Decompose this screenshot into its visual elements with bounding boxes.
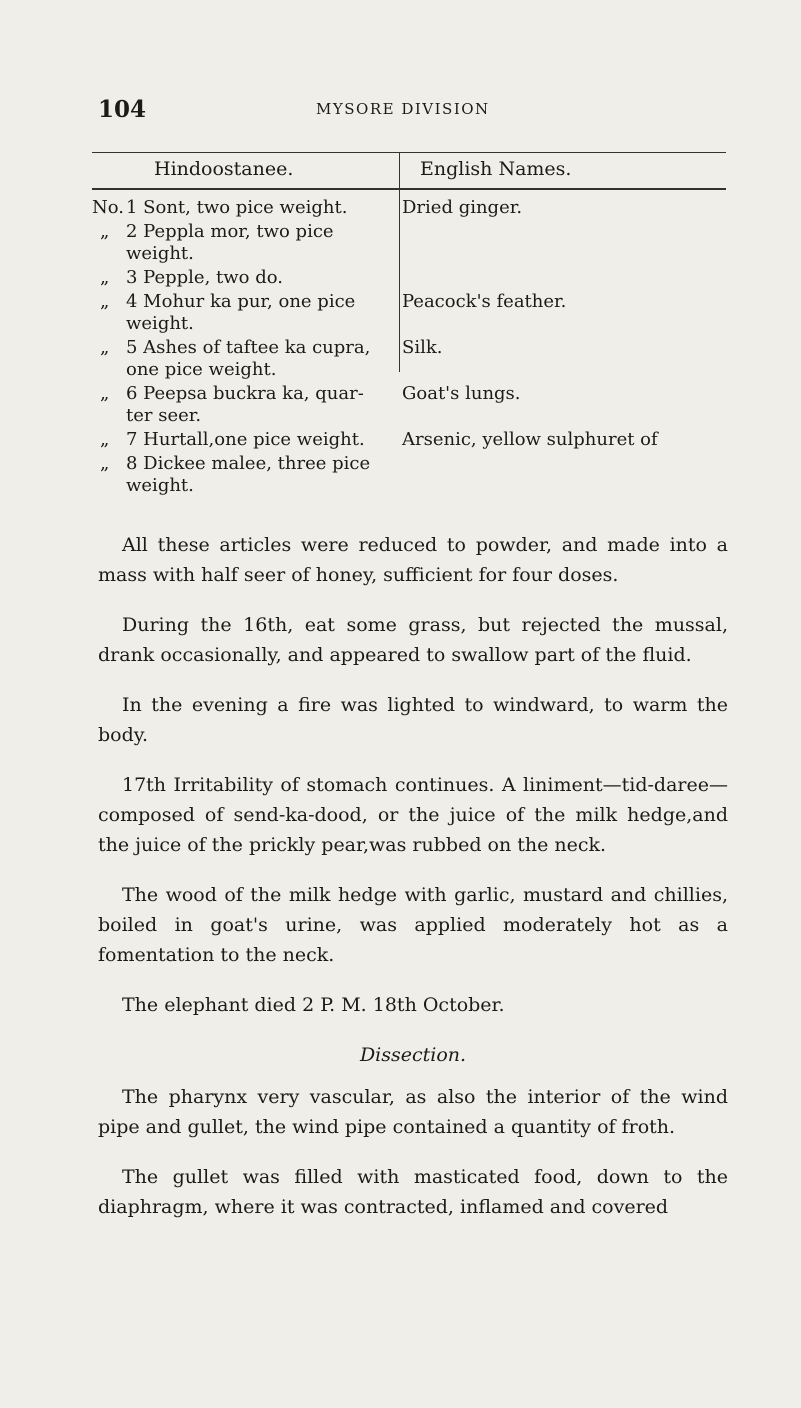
ditto-mark: „ [100,429,110,450]
row-english-name: Goat's lungs. [402,383,521,404]
ditto-mark: „ [100,267,110,288]
row-hindi-name-cont: one pice weight. [126,359,277,380]
ditto-mark: „ [100,337,110,358]
row-hindi-name: 5 Ashes of taftee ka cupra, [126,337,371,358]
ingredients-table [92,140,726,496]
paragraph: The gullet was filled with masticated food, down to the diaphragm, where it was contracted, inflamed and covered [98,1166,728,1218]
column-divider [399,152,400,372]
paragraph: All these articles were reduced to powder, and made into a mass with half seer of honey, sufficient for four doses. [98,534,728,586]
row-hindi-name: 6 Peepsa buckra ka, quar- [126,383,364,404]
row-hindi-name: 3 Pepple, two do. [126,267,283,288]
ditto-mark: „ [100,291,110,312]
body-text [98,530,728,1242]
table-top-rule [92,152,726,153]
ditto-mark: „ [100,453,110,474]
row-hindi-name-cont: weight. [126,313,194,334]
row-hindi-name: 4 Mohur ka pur, one pice [126,291,356,312]
table-header-rule [92,188,726,190]
paragraph: The elephant died 2 P. M. 18th October. [122,994,505,1016]
row-english-name: Peacock's feather. [402,291,567,312]
header-hindoostanee: Hindoostanee. [154,158,294,180]
ditto-mark: „ [100,221,110,242]
row-hindi-name-cont: weight. [126,475,194,496]
running-head: MYSORE DIVISION [316,100,490,118]
page-number: 104 [98,96,147,123]
row-english-name: Silk. [402,337,443,358]
paragraph: During the 16th, eat some grass, but rejected the mussal, drank occasionally, and appeared to swallow part of the fluid. [98,614,728,666]
ditto-mark: „ [100,383,110,404]
row-hindi-name-cont: weight. [126,243,194,264]
row-hindi-name: 1 Sont, two pice weight. [126,197,348,218]
paragraph: 17th Irritability of stomach continues. A liniment—tid-daree—composed of send-ka-dood, or the juice of the milk hedge,and the juice of the prickly pear,was rubbed on the neck. [98,774,728,856]
row-english-name: Arsenic, yellow sulphuret of [402,429,658,450]
section-heading: Dissection. [359,1044,467,1066]
row-hindi-name: 7 Hurtall,one pice weight. [126,429,365,450]
paragraph: The wood of the milk hedge with garlic, mustard and chillies, boiled in goat's urine, was applied moderately hot as a fomentation to the neck. [98,884,728,966]
header-english-names: English Names. [420,158,572,180]
row-hindi-name: 8 Dickee malee, three pice [126,453,371,474]
paragraph: The pharynx very vascular, as also the interior of the wind pipe and gullet, the wind pipe contained a quantity of froth. [98,1086,728,1138]
row-prefix: No. [92,197,124,218]
row-english-name: Dried ginger. [402,197,523,218]
row-hindi-name-cont: ter seer. [126,405,202,426]
row-hindi-name: 2 Peppla mor, two pice [126,221,334,242]
paragraph: In the evening a fire was lighted to windward, to warm the body. [98,694,728,746]
